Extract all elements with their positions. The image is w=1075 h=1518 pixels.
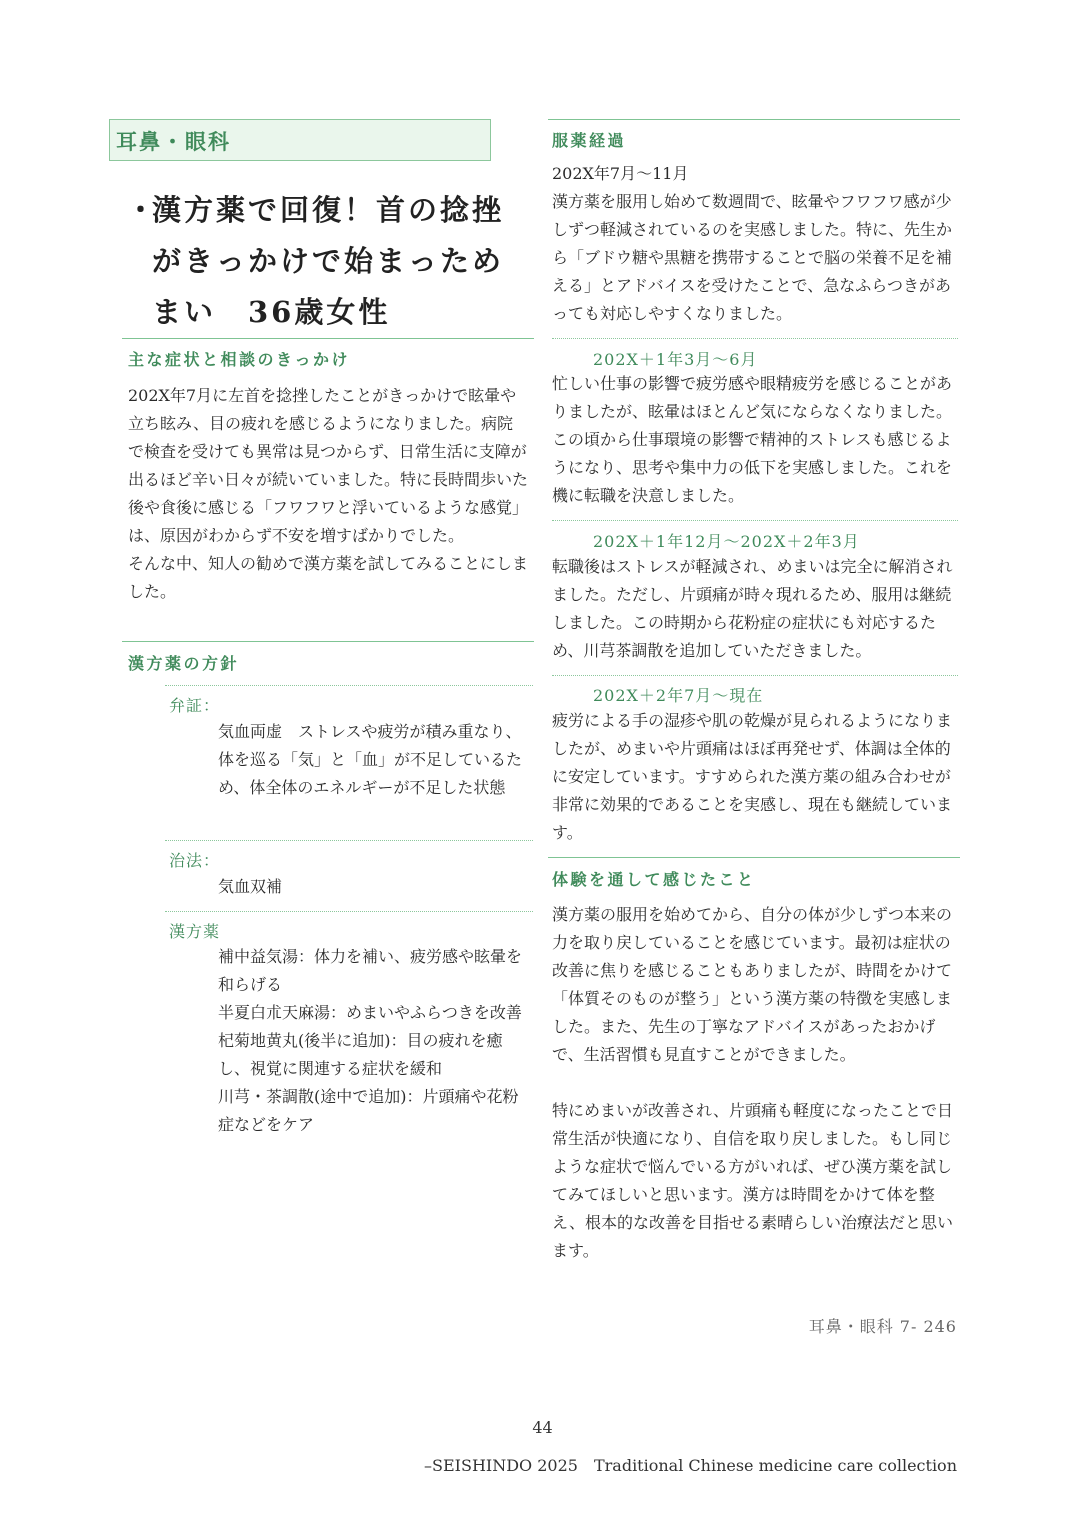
divider [548, 119, 960, 120]
period-label: 202X＋2年7月〜現在 [593, 686, 764, 705]
symptoms-text [128, 382, 528, 606]
divider [122, 641, 534, 642]
list-item: 杞菊地黄丸(後半に追加)：目の疲れを癒し、視覚に関連する症状を緩和 [218, 1031, 503, 1078]
period-label: 202X＋1年12月〜202X＋2年3月 [593, 532, 860, 551]
dotted-divider [165, 911, 533, 912]
progress-period-3 [552, 553, 957, 665]
period-text: 疲労による手の湿疹や肌の乾燥が見られるようになりましたが、めまいや片頭痛はほぼ再発せず、体調は全体的に安定しています。すすめられた漢方薬の組み合わせが非常に効果的であることを実感し、現在も継続しています。 [552, 711, 953, 842]
treatment-label: 治法： [169, 851, 221, 870]
title-line: まい 36歳女性 [152, 295, 391, 329]
dotted-divider [552, 675, 958, 676]
period-text: 忙しい仕事の影響で疲労感や眼精疲労を感じることがありましたが、眩暈はほとんど気にならなくなりました。この頃から仕事環境の影響で精神的ストレスも感じるようになり、思考や集中力の低下を実感しました。これを機に転職を決意しました。 [552, 374, 953, 505]
paragraph: 202X年7月に左首を捻挫したことがきっかけで眩暈や立ち眩み、目の疲れを感じるようになりました。病院で検査を受けても異常は見つからず、日常生活に支障が出るほど辛い日々が続いていました。特に長時間歩いた後や食後に感じる「フワフワと浮いているような感覚」は、原因がわからず不安を増すばかりでした。 [128, 386, 529, 545]
paragraph: そんな中、知人の勧めで漢方薬を試してみることにしました。 [128, 554, 529, 601]
title-bullet: ・ [126, 193, 159, 227]
progress-period-1 [552, 160, 957, 328]
dotted-divider [165, 840, 533, 841]
medicine-list [218, 943, 523, 1139]
treatment-text [218, 873, 523, 901]
period-label: 202X年7月〜11月 [552, 164, 689, 183]
diagnosis-label: 弁証： [169, 696, 221, 715]
policy-heading: 漢方薬の方針 [128, 654, 240, 673]
list-item: 川芎・茶調散(途中で追加)：片頭痛や花粉症などをケア [218, 1087, 519, 1134]
symptoms-heading: 主な症状と相談のきっかけ [128, 350, 351, 369]
divider [122, 338, 534, 339]
category-label [109, 119, 491, 161]
paragraph: 特にめまいが改善され、片頭痛も軽度になったことで日常生活が快適になり、自信を取り戻しました。もし同じような症状で悩んでいる方がいれば、ぜひ漢方薬を試してみてほしいと思います。漢方は時間をかけて体を整え、根本的な改善を目指せる素晴らしい治療法だと思います。 [552, 1101, 953, 1260]
footer-credit: –SEISHINDO 2025 Traditional Chinese medicine care collection [424, 1456, 957, 1475]
page-number: 44 [532, 1418, 553, 1437]
progress-heading: 服薬経過 [552, 131, 627, 150]
period-text: 漢方薬を服用し始めて数週間で、眩暈やフワフワ感が少しずつ軽減されているのを実感しました。特に、先生から「ブドウ糖や黒糖を携帯することで脳の栄養不足を補える」とアドバイスを受けたことで、急なふらつきがあっても対応しやすくなりました。 [552, 192, 953, 323]
page-reference: 耳鼻・眼科 7- 246 [808, 1317, 957, 1336]
diagnosis-text [218, 718, 523, 802]
dotted-divider [165, 685, 533, 686]
medicine-label: 漢方薬 [169, 922, 221, 941]
category-text: 耳鼻・眼科 [116, 130, 231, 154]
period-text: 転職後はストレスが軽減され、めまいは完全に解消されました。ただし、片頭痛が時々現れるため、服用は継続しました。この時期から花粉症の症状にも対応するため、川芎茶調散を追加していただきました。 [552, 557, 953, 660]
title-line: 漢方薬で回復！首の捻挫 [152, 193, 505, 227]
dotted-divider [552, 520, 958, 521]
period-label: 202X＋1年3月〜6月 [593, 350, 758, 369]
progress-period-2 [552, 370, 957, 510]
divider [548, 857, 960, 858]
experience-heading: 体験を通して感じたこと [552, 870, 756, 889]
list-item: 半夏白朮天麻湯：めまいやふらつきを改善 [218, 1003, 522, 1022]
paragraph: 漢方薬の服用を始めてから、自分の体が少しずつ本来の力を取り戻していることを感じています。最初は症状の改善に焦りを感じることもありましたが、時間をかけて「体質そのものが整う」という漢方薬の特徴を実感しました。また、先生の丁寧なアドバイスがあったおかげで、生活習慣も見直すことができました。 [552, 905, 953, 1064]
progress-period-4 [552, 707, 957, 847]
dotted-divider [552, 338, 958, 339]
diagnosis-value: 気血両虚 ストレスや疲労が積み重なり、体を巡る「気」と「血」が不足しているため、体全体のエネルギーが不足した状態 [218, 722, 523, 797]
list-item: 補中益気湯：体力を補い、疲労感や眩暈を和らげる [218, 947, 523, 994]
title-line: がきっかけで始まっため [152, 244, 505, 278]
treatment-value: 気血双補 [218, 877, 283, 896]
experience-text [552, 901, 957, 1265]
